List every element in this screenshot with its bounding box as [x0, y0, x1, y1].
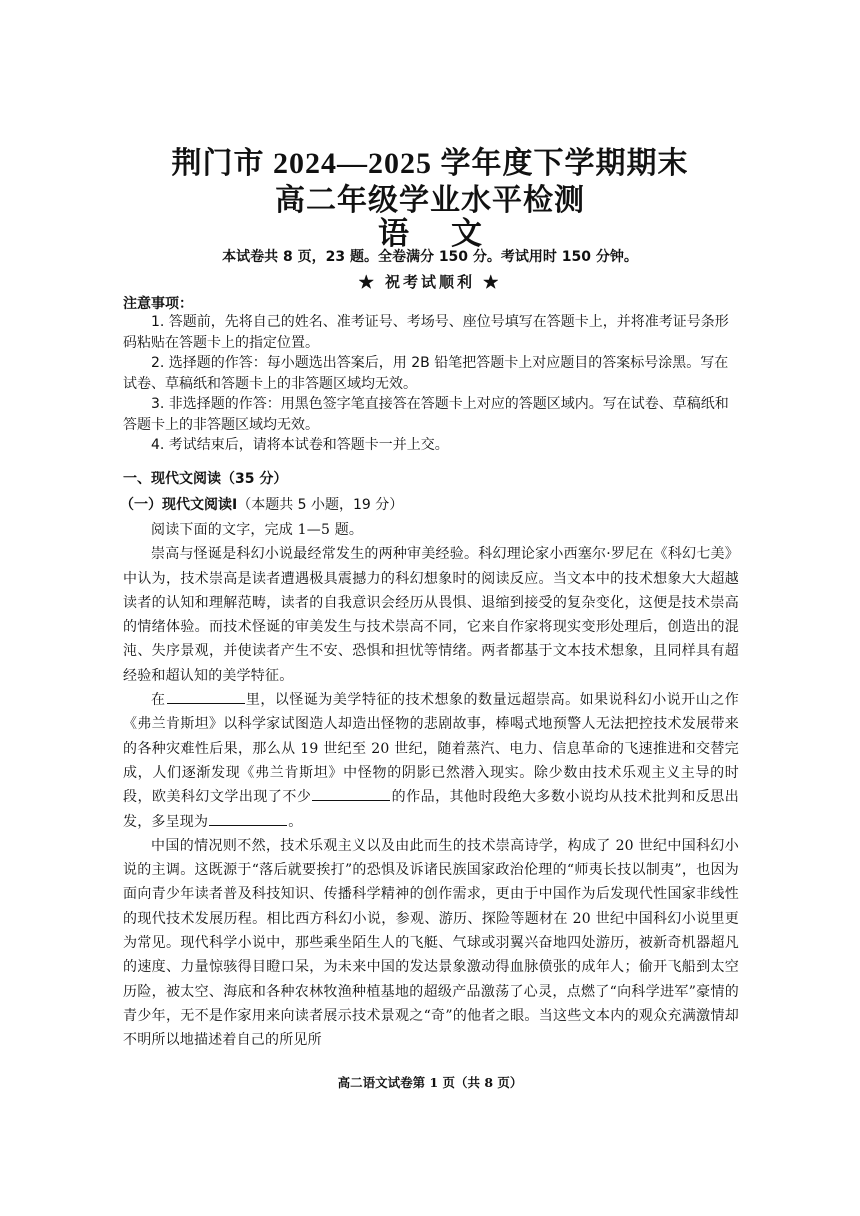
- part-title: 一、现代文阅读（35 分）: [123, 471, 288, 487]
- note-item: 3. 非选择题的作答：用黑色签字笔直接答在答题卡上对应的答题区域内。写在试卷、草稿纸和答题卡上的非答题区域均无效。: [123, 396, 729, 433]
- subject-title: 语文: [378, 216, 524, 252]
- page-footer: 高二语文试卷第 1 页（共 8 页）: [337, 1075, 523, 1090]
- fill-blank: [167, 702, 245, 704]
- sub-section-info: （本题共 5 小题，19 分）: [237, 497, 404, 513]
- exam-intro: 本试卷共 8 页，23 题。全卷满分 150 分。考试用时 150 分钟。: [222, 249, 638, 265]
- passage-paragraph-3: 中国的情况则不然，技术乐观主义以及由此而生的技术崇高诗学，构成了 20 世纪中国科幻小说的主调。这既源于“落后就要挨打”的恐惧及诉诸民族国家政治伦理的“师夷长技以制夷”，也因为面向青少年读者普及科技知识、传播科学精神的创作需求，更由于中国作为后发现代性国家非线性的现代技术发展历程。相比西方科幻小说，参观、游历、探险等题材在 20 世纪中国科幻小说里更为常见。现代科学小说中，那些乘坐陌生人的飞艇、气球或羽翼兴奋地四处游历，被新奇机器超凡的速度、力量惊骇得目瞪口呆，为未来中国的发达景象激动得血脉偾张的成年人；偷开飞船到太空历险，被太空、海底和各种农林牧渔种植基地的超级产品激荡了心灵，点燃了“向科学进军”豪情的青少年，无不是作家用来向读者展示技术景观之“奇”的他者之眼。当这些文本内的观众充满激情却不明所以地描述着自己的所见所: [123, 837, 739, 1049]
- sub-section-label: （一）现代文阅读Ⅰ: [120, 497, 238, 513]
- sub-section-title: [120, 494, 403, 514]
- good-luck-line: ★ 祝考试顺利 ★: [358, 273, 502, 291]
- paragraph-text: 。: [288, 813, 303, 830]
- passage-instruction: 阅读下面的文字，完成 1—5 题。: [151, 522, 364, 538]
- exam-title: 荆门市 2024—2025 学年度下学期期末: [171, 147, 689, 180]
- reading-passage: [123, 518, 739, 1053]
- notes-list: [123, 312, 739, 456]
- note-item: 2. 选择题的作答：每小题选出答案后，用 2B 铅笔把答题卡上对应题目的答案标号涂黑。写在试卷、草稿纸和答题卡上的非答题区域均无效。: [123, 355, 729, 392]
- exam-subtitle: 高二年级学业水平检测: [275, 183, 585, 218]
- notes-heading: 注意事项：: [123, 296, 193, 312]
- paragraph-text: 的作品，其他时段绝大多数小说均从技术批判和反思出发，多呈现为: [123, 789, 739, 830]
- note-item: 1. 答题前，先将自己的姓名、准考证号、考场号、座位号填写在答题卡上，并将准考证号条形码粘贴在答题卡上的指定位置。: [123, 314, 729, 351]
- paragraph-text: 里，以怪诞为美学特征的技术想象的数量远超崇高。如果说科幻小说开山之作《弗兰肯斯坦》以科学家试图造人却造出怪物的悲剧故事，棒喝式地预警人无法把控技术发展带来的各种灾难性后果，那么从 19 世纪至 20 世纪，随着蒸汽、电力、信息革命的飞速推进和交替完成，人们逐渐发现《弗兰肯斯坦》中怪物的阴影已然潜入现实。除少数由技术乐观主义主导的时段，欧美科幻文学出现了不少: [123, 692, 739, 806]
- passage-paragraph-2: [123, 688, 739, 834]
- note-item: 4. 考试结束后，请将本试卷和答题卡一并上交。: [151, 437, 449, 453]
- paragraph-text: 在: [151, 692, 166, 709]
- fill-blank: [209, 824, 287, 826]
- fill-blank: [312, 799, 390, 801]
- passage-paragraph-1: 崇高与怪诞是科幻小说最经常发生的两种审美经验。科幻理论家小西塞尔·罗尼在《科幻七美》中认为，技术崇高是读者遭遇极具震撼力的科幻想象时的阅读反应。当文本中的技术想象大大超越读者的认知和理解范畴，读者的自我意识会经历从畏惧、退缩到接受的复杂变化，这便是技术崇高的情绪体验。而技术怪诞的审美发生与技术崇高不同，它来自作家将现实变形处理后，创造出的混沌、失序景观，并使读者产生不安、恐惧和担忧等情绪。两者都基于文本技术想象，且同样具有超经验和超认知的美学特征。: [123, 546, 739, 684]
